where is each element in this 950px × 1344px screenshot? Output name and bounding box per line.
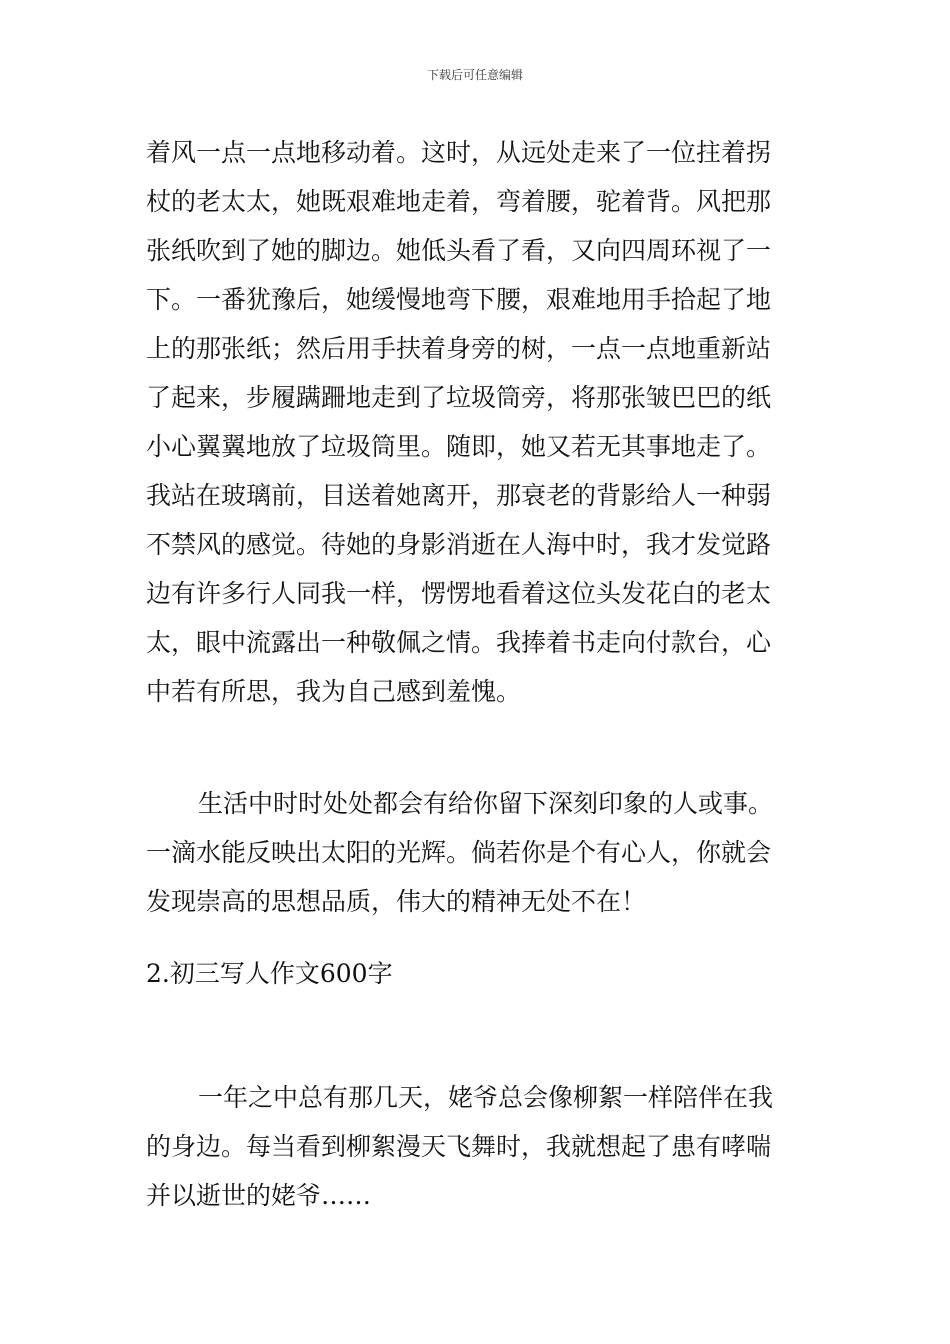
text-line: 小心翼翼地放了垃圾筒里。随即，她又若无其事地走了。 — [146, 432, 772, 461]
text-line: 张纸吹到了她的脚边。她低头看了看，又向四周环视了一 — [146, 236, 772, 265]
text-line: 一年之中总有那几天，姥爷总会像柳絮一样陪伴在我 — [198, 1083, 774, 1112]
text-line: 上的那张纸；然后用手扶着身旁的树，一点一点地重新站 — [146, 334, 772, 363]
heading-line: 2.初三写人作文600字 — [146, 959, 393, 988]
text-line: 我站在玻璃前，目送着她离开，那衰老的背影给人一种弱 — [146, 481, 772, 510]
text-line: 着风一点一点地移动着。这时，从远处走来了一位拄着拐 — [146, 138, 772, 167]
text-line: 生活中时时处处都会有给你留下深刻印象的人或事。 — [198, 789, 774, 818]
page-header: 下载后可任意编辑 — [426, 68, 523, 82]
text-line: 发现崇高的思想品质，伟大的精神无处不在！ — [146, 887, 647, 916]
text-line: 中若有所思，我为自己感到羞愧。 — [146, 677, 522, 706]
text-line: 并以逝世的姥爷…… — [146, 1181, 372, 1210]
text-line: 了起来，步履蹒跚地走到了垃圾筒旁，将那张皱巴巴的纸 — [146, 383, 772, 412]
text-line: 不禁风的感觉。待她的身影消逝在人海中时，我才发觉路 — [146, 530, 772, 559]
section-heading — [146, 949, 808, 998]
text-line: 杖的老太太，她既艰难地走着，弯着腰，驼着背。风把那 — [146, 187, 772, 216]
text-line: 边有许多行人同我一样，愣愣地看着这位头发花白的老太 — [146, 579, 772, 608]
paragraph-conclusion — [146, 779, 808, 926]
text-line: 太，眼中流露出一种敬佩之情。我捧着书走向付款台，心 — [146, 628, 772, 657]
paragraph-intro — [146, 1073, 808, 1220]
paragraph-story — [146, 128, 808, 716]
text-line: 的身边。每当看到柳絮漫天飞舞时，我就想起了患有哮喘 — [146, 1132, 772, 1161]
text-line: 一滴水能反映出太阳的光辉。倘若你是个有心人，你就会 — [146, 838, 772, 867]
text-line: 下。一番犹豫后，她缓慢地弯下腰，艰难地用手拾起了地 — [146, 285, 772, 314]
